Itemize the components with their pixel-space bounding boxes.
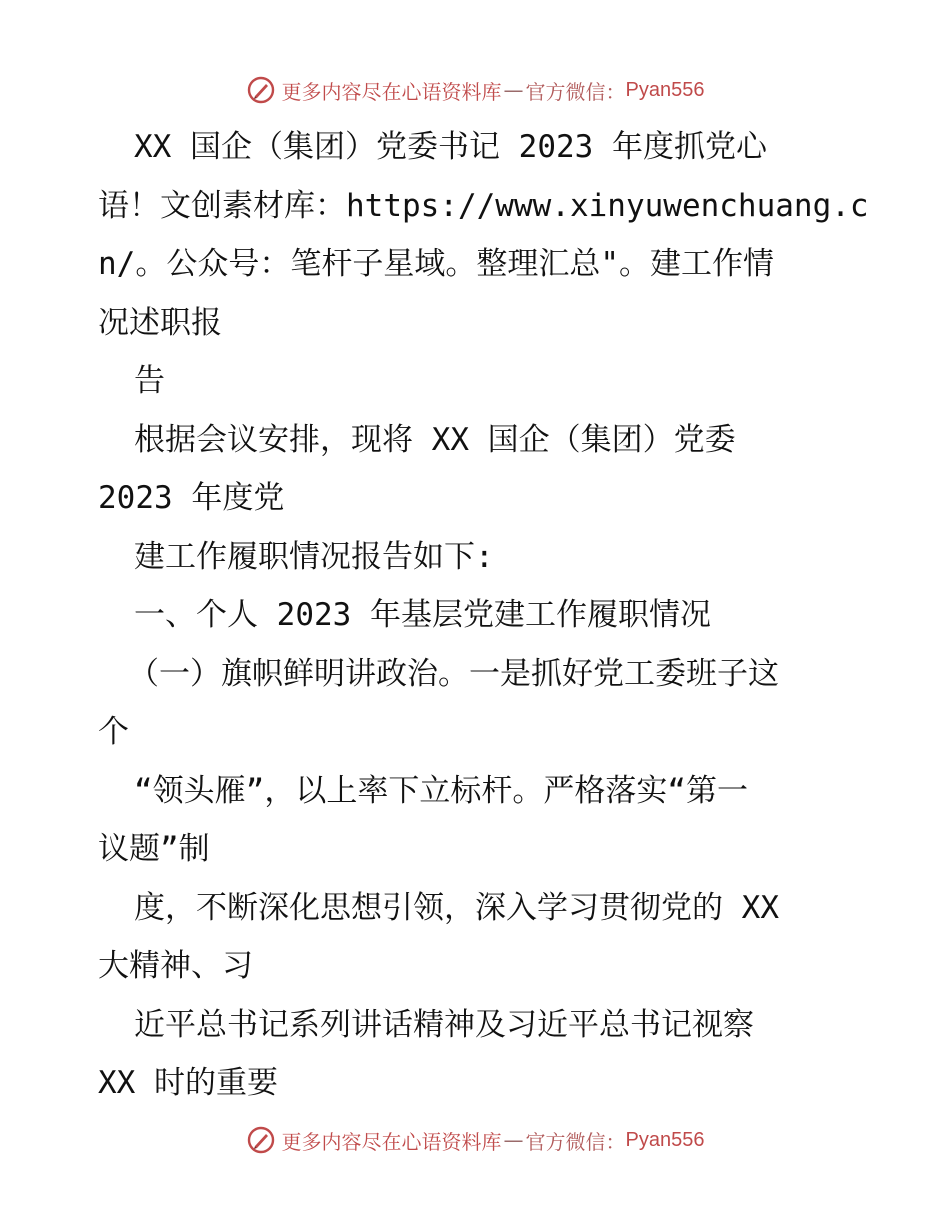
banner-official-label: 官方微信： bbox=[525, 79, 626, 104]
banner-wechat-id: Pyan556 bbox=[625, 1128, 705, 1151]
pen-circle-logo-icon bbox=[246, 75, 276, 105]
doc-line-11: 个 bbox=[98, 714, 129, 750]
footer-watermark-banner bbox=[0, 1120, 950, 1160]
doc-line-6: 根据会议安排，现将 XX 国企（集团）党委 bbox=[134, 421, 736, 458]
banner-main-text: 更多内容尽在心语资料库 bbox=[281, 1129, 502, 1154]
doc-line-16: 近平总书记系列讲话精神及习近平总书记视察 bbox=[134, 1006, 754, 1043]
doc-line-10: （一）旗帜鲜明讲政治。一是抓好党工委班子这 bbox=[128, 655, 779, 692]
doc-line-9: 一、个人 2023 年基层党建工作履职情况 bbox=[134, 597, 711, 633]
document-body bbox=[98, 118, 869, 1113]
header-watermark-banner bbox=[0, 70, 950, 110]
doc-line-12: “领头雁”，以上率下立标杆。严格落实“第一 bbox=[134, 772, 748, 809]
doc-line-3: n/。公众号：笔杆子星域。整理汇总"。建工作情 bbox=[98, 246, 774, 282]
doc-line-13: 议题”制 bbox=[98, 831, 210, 867]
banner-official-label: 官方微信： bbox=[525, 1129, 626, 1154]
banner-separator: — bbox=[503, 1128, 524, 1152]
doc-line-15: 大精神、习 bbox=[98, 948, 253, 984]
doc-line-7: 2023 年度党 bbox=[98, 480, 285, 516]
doc-line-14: 度，不断深化思想引领，深入学习贯彻党的 XX bbox=[134, 889, 779, 926]
doc-line-2: 语！文创素材库：https://www.xinyuwenchuang.c bbox=[98, 187, 869, 224]
doc-line-4: 况述职报 bbox=[98, 304, 222, 341]
banner-main-text: 更多内容尽在心语资料库 bbox=[281, 79, 502, 104]
banner-separator: — bbox=[503, 78, 524, 102]
doc-line-1: XX 国企（集团）党委书记 2023 年度抓党心 bbox=[134, 129, 767, 165]
banner-wechat-id: Pyan556 bbox=[625, 78, 705, 101]
doc-line-8: 建工作履职情况报告如下: bbox=[134, 538, 494, 575]
doc-line-17: XX 时的重要 bbox=[98, 1065, 278, 1101]
doc-line-5: 告 bbox=[134, 363, 165, 399]
pen-circle-logo-icon bbox=[246, 1125, 276, 1155]
